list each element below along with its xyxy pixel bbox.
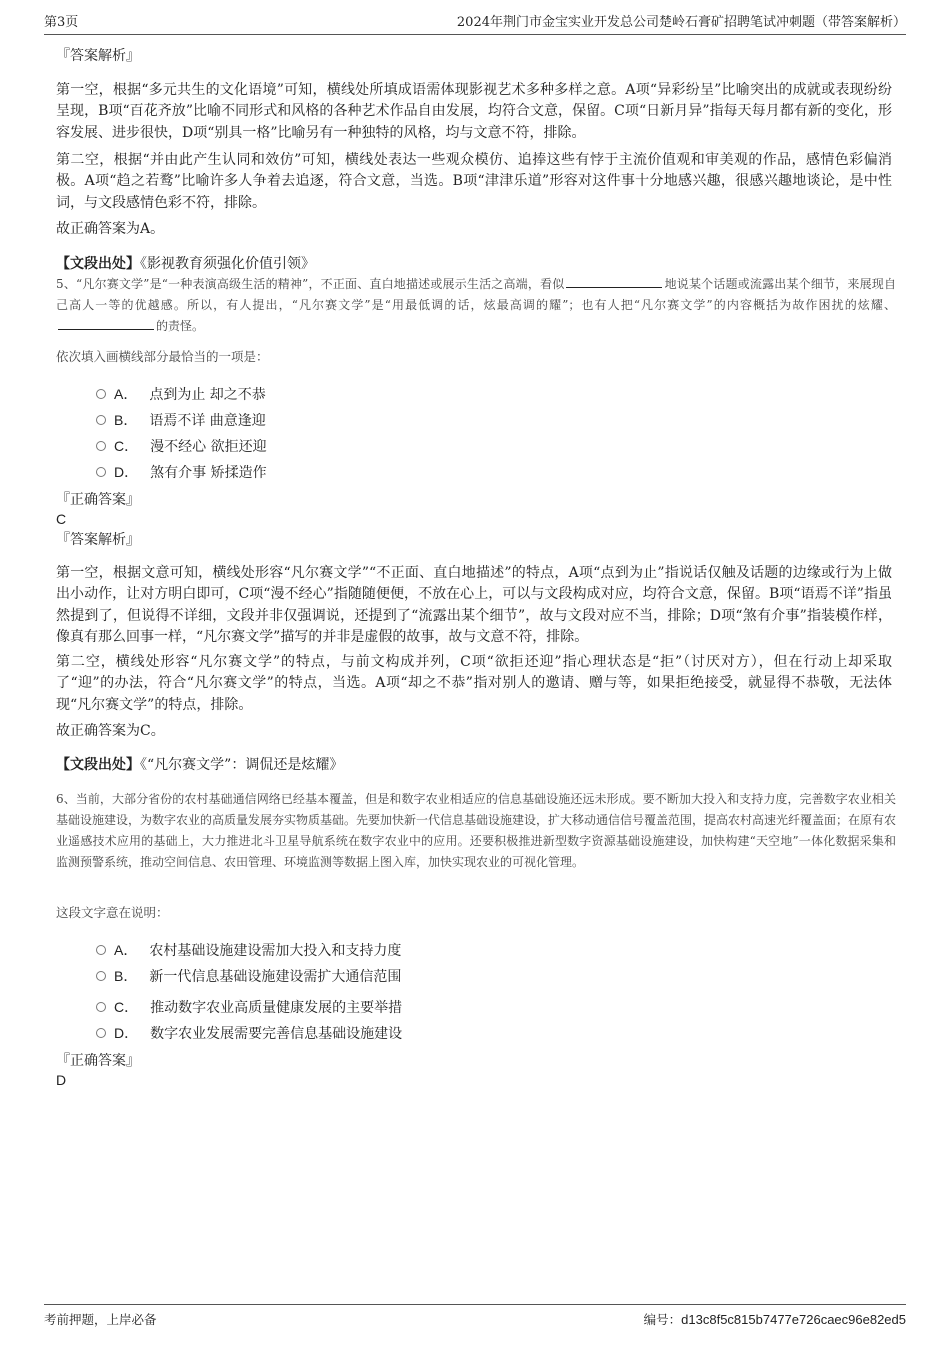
- fill-blank-1: [566, 275, 662, 288]
- q4-analysis-para2: 第二空，根据“并由此产生认同和效仿”可知，横线处表达一些观众模仿、追捧这些有悖于主流价值观和审美观的作品，感情色彩偏消极。A项“趋之若鹜”比喻许多人争着去追逐，符合文意，当选。B项“津津乐道”形容对这件事十分地感兴趣，很感兴趣地谈论，是中性词，与文段感情色彩不符，排除。: [56, 152, 892, 211]
- code-value: d13c8f5c815b7477e726caec96e82ed5: [681, 1312, 906, 1327]
- q5-source: [56, 755, 343, 775]
- code-label: 编号：: [643, 1312, 682, 1327]
- radio-icon[interactable]: [96, 1028, 106, 1038]
- q6-option-c[interactable]: C． 推动数字农业高质量健康发展的主要举措: [96, 997, 402, 1018]
- q5-conclusion: 故正确答案为C。: [56, 723, 165, 739]
- source-label: 【文段出处】: [56, 256, 140, 272]
- footer-slogan: 考前押题，上岸必备: [44, 1312, 157, 1327]
- q5-option-a[interactable]: A． 点到为止 却之不恭: [96, 384, 266, 405]
- source-title: 《影视教育须强化价值引领》: [140, 256, 315, 272]
- q5-option-b[interactable]: B． 语焉不详 曲意逢迎: [96, 410, 266, 431]
- radio-icon[interactable]: [96, 389, 106, 399]
- q4-source: [56, 254, 315, 274]
- q4-analysis-heading: 『答案解析』: [56, 48, 140, 64]
- page-number: 第3页: [44, 15, 79, 30]
- q5-option-d[interactable]: D． 煞有介事 矫揉造作: [96, 462, 267, 483]
- q5-analysis-heading: 『答案解析』: [56, 532, 140, 548]
- q4-analysis-para1: 第一空，根据“多元共生的文化语境”可知，横线处所填成语需体现影视艺术多种多样之意。A项“异彩纷呈”比喻突出的成就或表现纷纷呈现，B项“百花齐放”比喻不同形式和风格的各种艺术作品自由发展，均符合文意，保留。C项“日新月异”指每天每月都有新的变化，形容发展、进步很快，D项“别具一格”比喻另有一种独特的风格，均与文意不符，排除。: [56, 82, 892, 141]
- radio-icon[interactable]: [96, 467, 106, 477]
- q6-correct-heading: 『正确答案』: [56, 1053, 140, 1069]
- page-header: [44, 12, 906, 35]
- radio-icon[interactable]: [96, 945, 106, 955]
- q6-option-a[interactable]: A． 农村基础设施建设需加大投入和支持力度: [96, 940, 401, 961]
- fill-blank-2: [58, 317, 154, 330]
- source-label: 【文段出处】: [56, 757, 140, 773]
- q5-option-c[interactable]: C． 漫不经心 欲拒还迎: [96, 436, 267, 457]
- q6-option-d[interactable]: D． 数字农业发展需要完善信息基础设施建设: [96, 1023, 402, 1044]
- radio-icon[interactable]: [96, 1002, 106, 1012]
- q4-conclusion: 故正确答案为A。: [56, 221, 165, 237]
- q5-analysis-para2: 第二空，横线处形容“凡尔赛文学”的特点，与前文构成并列，C项“欲拒还迎”指心理状态是“拒”（讨厌对方），但在行动上却采取了“迎”的办法，符合“凡尔赛文学”的特点，当选。A项“却之不恭”指对别人的邀请、赠与等，如果拒绝接受，就显得不恭敬，无法体现“凡尔赛文学”的特点，排除。: [56, 654, 892, 713]
- q5-analysis-para1: 第一空，根据文意可知，横线处形容“凡尔赛文学”“不正面、直白地描述”的特点，A项“点到为止”指说话仅触及话题的边缘或行为上做出小动作，让对方明白即可，C项“漫不经心”指随随便便，不放在心上，可以与文段构成对应，均符合文意，保留。B项“语焉不详”指虽然提到了，但说得不详细，文段并非仅强调说，还提到了“流露出某个细节”，故与文段对应不当，排除；D项“煞有介事”指装模作样，像真有那么回事一样，“凡尔赛文学”描写的并非是虚假的故事，故与文意不符，排除。: [56, 565, 892, 645]
- document-title: 2024年荆门市金宝实业开发总公司楚岭石膏矿招聘笔试冲刺题（带答案解析）: [456, 15, 906, 30]
- q6-option-b[interactable]: B． 新一代信息基础设施建设需扩大通信范围: [96, 966, 401, 987]
- question-6-text: 6、当前，大部分省份的农村基础通信网络已经基本覆盖，但是和数字农业相适应的信息基础设施还远未形成。要不断加大投入和支持力度，完善数字农业相关基础设施建设，为数字农业的高质量发展夯实物质基础。先要加快新一代信息基础设施建设，扩大移动通信信号覆盖范围，提高农村高速光纤覆盖面；在原有农业遥感技术应用的基础上，大力推进北斗卫星导航系统在数字农业中的应用。还要积极推进新型数字资源基础设施建设，加快构建“天空地”一体化数据采集和监测预警系统，推动空间信息、农田管理、环境监测等数据上图入库，加快实现农业的可视化管理。: [56, 792, 897, 869]
- q5-correct-heading: 『正确答案』: [56, 492, 140, 508]
- radio-icon[interactable]: [96, 415, 106, 425]
- source-title: 《“凡尔赛文学”：调侃还是炫耀》: [140, 757, 344, 773]
- q6-correct-answer: D: [56, 1072, 67, 1088]
- q5-correct-answer: C: [56, 511, 67, 527]
- radio-icon[interactable]: [96, 441, 106, 451]
- question-5-text: 5、“凡尔赛文学”是“一种表演高级生活的精神”，不正面、直白地描述或展示生活之高端，看似 地说某个话题或流露出某个细节，来展现自己高人一等的优越感。所以，有人提出，“凡尔赛文学”是“用最低调的话，炫最高调的耀”；也有人把“凡尔赛文学”的内容概括为故作困扰的炫耀、的责怪。: [56, 277, 896, 333]
- question-6-stem: 这段文字意在说明：: [56, 905, 169, 920]
- question-5-stem: 依次填入画横线部分最恰当的一项是：: [56, 349, 269, 364]
- footer-code: [644, 1305, 906, 1335]
- page-footer: [44, 1304, 906, 1335]
- radio-icon[interactable]: [96, 971, 106, 981]
